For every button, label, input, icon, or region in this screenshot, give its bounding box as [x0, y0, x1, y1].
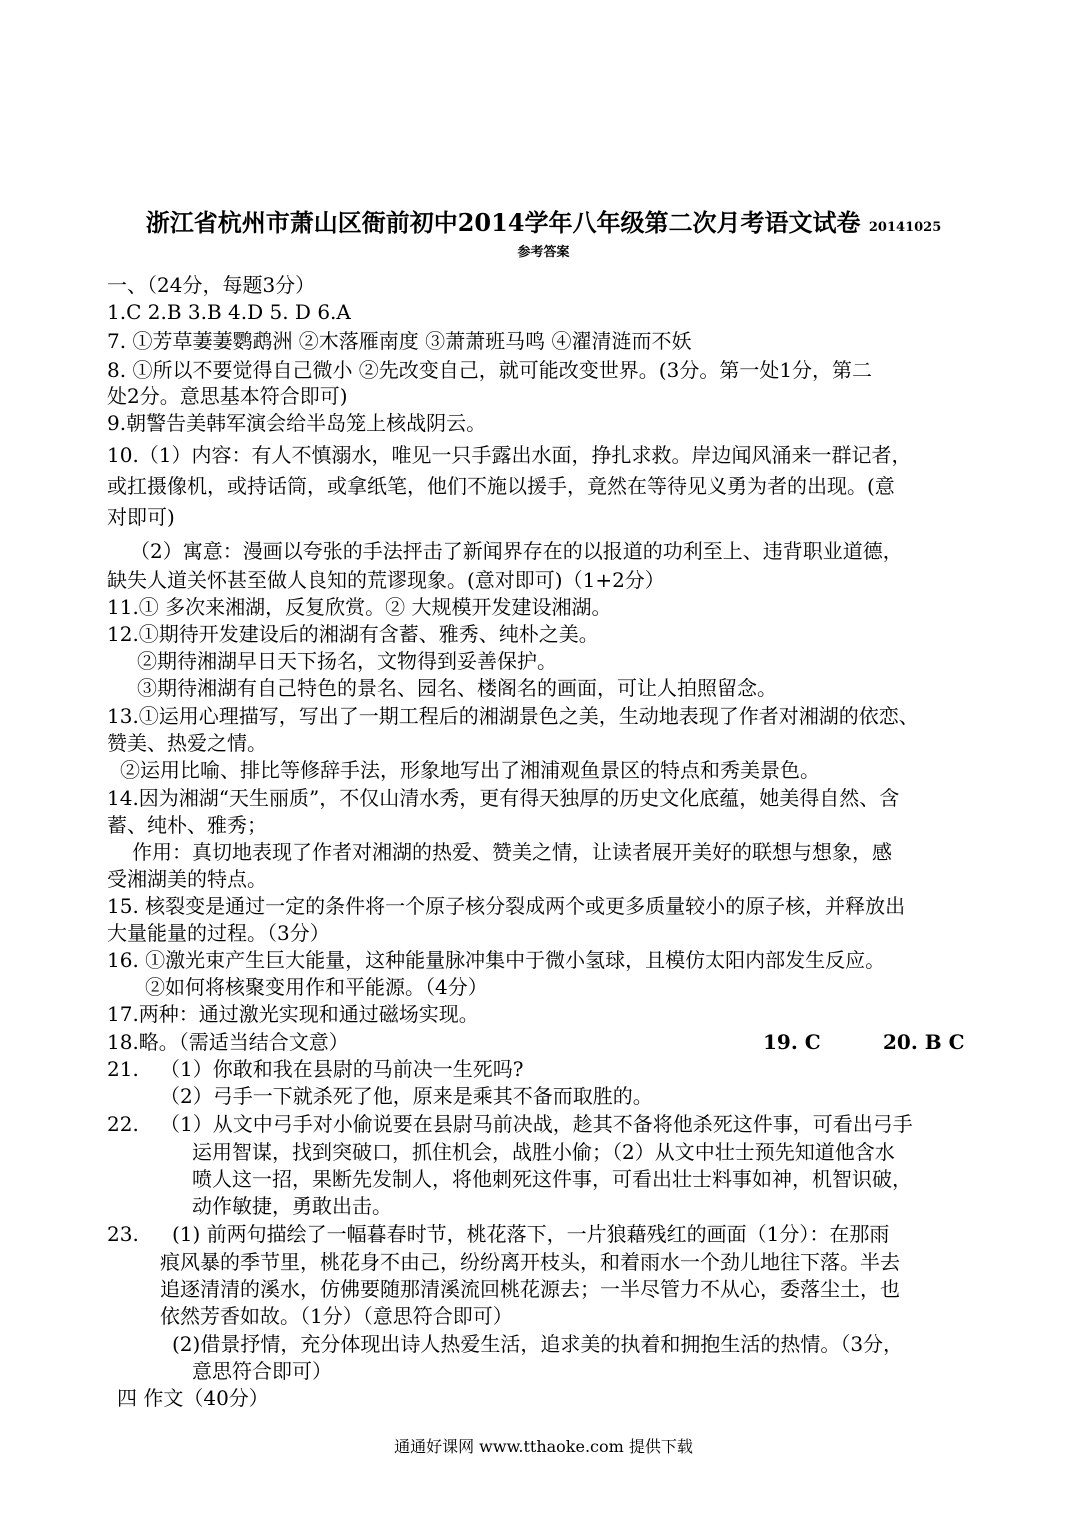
answer-23-1-line1: (1) 前两句描绘了一幅暮春时节，桃花落下，一片狼藉残红的画面（1分）：在那雨 [172, 1222, 890, 1246]
answer-22-line1: （1）从文中弓手对小偷说要在县尉马前决战，趁其不备将他杀死这件事，可看出弓手 [160, 1112, 913, 1136]
answer-22-line3: 喷人这一招，果断先发制人，将他刺死这件事，可看出壮士料事如神，机智识破， [192, 1167, 912, 1191]
answer-22-number: 22. [107, 1112, 139, 1136]
answer-12-1: 12.①期待开发建设后的湘湖有含蓄、雅秀、纯朴之美。 [107, 622, 599, 646]
answer-17: 17.两种：通过激光实现和通过磁场实现。 [107, 1002, 479, 1026]
answer-23-2-line1: (2)借景抒情，充分体现出诗人热爱生活，追求美的执着和拥抱生活的热情。（3分， [172, 1332, 904, 1356]
answer-20: 20. B C [883, 1030, 965, 1054]
answer-15-line1: 15. 核裂变是通过一定的条件将一个原子核分裂成两个或更多质量较小的原子核，并释放出 [107, 894, 906, 918]
answer-21-number: 21. [107, 1057, 139, 1081]
answer-21-2: （2）弓手一下就杀死了他，原来是乘其不备而取胜的。 [160, 1084, 653, 1108]
answer-21-1: （1）你敢和我在县尉的马前决一生死吗? [160, 1057, 524, 1081]
answer-8-line1: 8. ①所以不要觉得自己微小 ②先改变自己，就可能改变世界。(3分。第一处1分，第二 [107, 358, 873, 382]
answer-7: 7. ①芳草萋萋鹦鹉洲 ②木落雁南度 ③萧萧班马鸣 ④濯清涟而不妖 [107, 329, 692, 353]
answer-9: 9.朝警告美韩军演会给半岛笼上核战阴云。 [107, 411, 487, 435]
answer-12-2: ②期待湘湖早日天下扬名，文物得到妥善保护。 [137, 649, 557, 673]
answer-19: 19. C [763, 1030, 821, 1054]
answer-22-line4: 动作敏捷，勇敢出击。 [192, 1194, 392, 1218]
answer-23-number: 23. [107, 1222, 139, 1246]
answer-14-line2: 蓄、纯朴、雅秀； [107, 813, 267, 837]
answer-11: 11.① 多次来湘湖，反复欣赏。② 大规模开发建设湘湖。 [107, 595, 612, 619]
answer-10-2-line2: 缺失人道关怀甚至做人良知的荒谬现象。(意对即可)（1+2分） [107, 568, 665, 592]
answer-23-1-line3: 追逐清清的溪水，仿佛要随那清溪流回桃花源去；一半尽管力不从心，委落尘土，也 [160, 1277, 900, 1301]
answer-13-1-line1: 13.①运用心理描写，写出了一期工程后的湘湖景色之美，生动地表现了作者对湘湖的依恋、 [107, 704, 919, 728]
answer-18: 18.略。（需适当结合文意） [107, 1030, 349, 1054]
answer-23-1-line2: 痕风暴的季节里，桃花身不由己，纷纷离开枝头，和着雨水一个劲儿地往下落。半去 [160, 1250, 900, 1274]
section-one-header: 一、（24分，每题3分） [107, 273, 316, 297]
page-title [0, 208, 1087, 243]
answer-13-2: ②运用比喻、排比等修辞手法，形象地写出了湘浦观鱼景区的特点和秀美景色。 [120, 758, 820, 782]
answer-10-2-line1: （2）寓意：漫画以夸张的手法抨击了新闻界存在的以报道的功利至上、违背职业道德， [130, 539, 903, 563]
section-four-essay: 四 作文（40分） [117, 1386, 269, 1410]
answer-14-line1: 14.因为湘湖“天生丽质”，不仅山清水秀，更有得天独厚的历史文化底蕴，她美得自然、含 [107, 786, 900, 810]
answer-10-line2: 或扛摄像机，或持话筒，或拿纸笔，他们不施以援手，竟然在等待见义勇为者的出现。(意 [107, 474, 895, 498]
page-subtitle: 参考答案 [517, 245, 570, 260]
answer-15-line2: 大量能量的过程。（3分） [107, 921, 330, 945]
answer-16-1: 16. ①激光束产生巨大能量，这种能量脉冲集中于微小氢球，且模仿太阳内部发生反应。 [107, 948, 886, 972]
answer-23-2-line2: 意思符合即可） [192, 1359, 332, 1383]
answer-14-effect-line1: 作用：真切地表现了作者对湘湖的热爱、赞美之情，让读者展开美好的联想与想象，感 [132, 840, 892, 864]
answer-10-line1: 10.（1）内容：有人不慎溺水，唯见一只手露出水面，挣扎求救。岸边闻风涌来一群记者， [107, 443, 912, 467]
answer-10-line3: 对即可) [107, 505, 175, 529]
answers-1-6: 1.C 2.B 3.B 4.D 5. D 6.A [107, 300, 351, 324]
answer-16-2: ②如何将核聚变用作和平能源。（4分） [145, 975, 488, 999]
title-date: 20141025 [868, 220, 942, 235]
answer-23-1-line4: 依然芳香如故。（1分）（意思符合即可） [160, 1304, 513, 1328]
answer-12-3: ③期待湘湖有自己特色的景名、园名、楼阁名的画面，可让人拍照留念。 [137, 676, 777, 700]
footer-source: 通通好课网 www.tthaoke.com 提供下载 [394, 1437, 693, 1456]
answer-8-line2: 处2分。意思基本符合即可) [107, 384, 348, 408]
answer-22-line2: 运用智谋，找到突破口，抓住机会，战胜小偷；（2）从文中壮士预先知道他含水 [192, 1140, 895, 1164]
answer-13-1-line2: 赞美、热爱之情。 [107, 731, 267, 755]
title-text: 浙江省杭州市萧山区衙前初中2014学年八年级第二次月考语文试卷 [145, 208, 861, 237]
answer-14-effect-line2: 受湘湖美的特点。 [107, 867, 267, 891]
